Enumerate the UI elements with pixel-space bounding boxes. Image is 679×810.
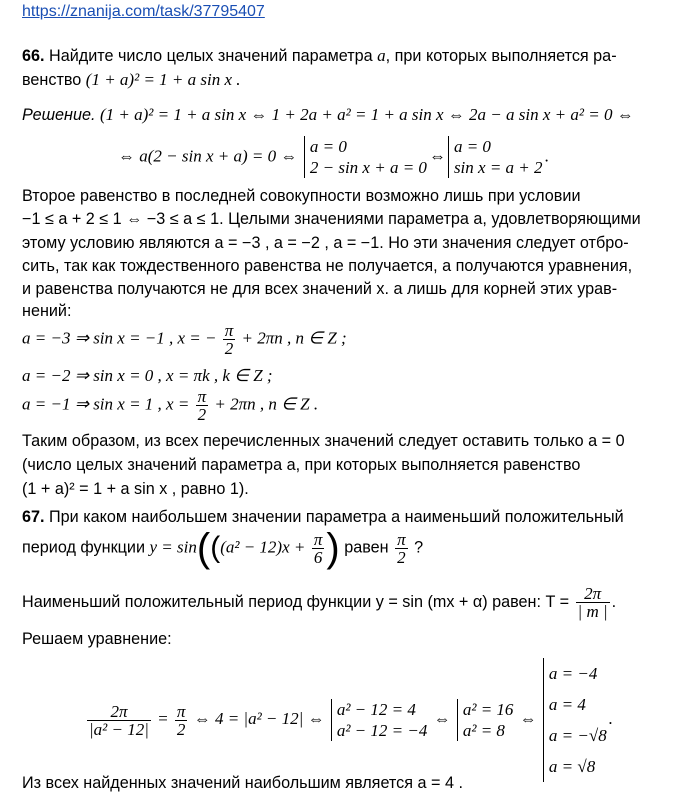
system-2	[448, 136, 543, 178]
case-3	[22, 388, 318, 423]
fraction-num: π	[397, 529, 406, 549]
paragraph-line: сить, так как тождественного равенства не получается, а получаются уравнения,	[22, 257, 633, 275]
problem-67-number: 67.	[22, 508, 45, 526]
paragraph-line: −1 ≤ a + 2 ≤ 1 ⇔ −3 ≤ a ≤ 1. Целыми значениями параметра a, удовлетворяющими	[22, 210, 641, 228]
system-a-row: a² − 12 = −4	[336, 721, 428, 740]
fraction-den: | m |	[577, 602, 608, 621]
system-1-row: 2 − sin x + a = 0	[309, 158, 427, 177]
period: .	[611, 592, 617, 611]
solution-equation-67: $\frac{2\pi}{\text{|a² − 12|}}$ = $\frac{\pi}{2}$ ⇔ 4 = |a² − 12| ⇔ a² − 12 = 4 a² − 12 = −4 ⇔ a² = 16 a² = 8 ⇔ a = −4 a = 4 a = −√8 a = √8 .	[85, 658, 613, 782]
problem-67-text-b: период функции	[22, 538, 146, 557]
final-answer: Из всех найденных значений наибольшим является a = 4 .	[22, 774, 463, 792]
fraction-num: π	[197, 387, 207, 406]
system-c-row: a = −√8	[548, 726, 607, 745]
fraction-den: 2	[395, 548, 408, 566]
system-c	[543, 658, 607, 782]
fraction-num: π	[313, 529, 323, 549]
fraction-num: π	[176, 701, 186, 721]
fraction-pi-2	[395, 531, 408, 566]
equation-1: (1 + a)² = 1 + a sin x .	[85, 70, 241, 89]
fraction-den: 6	[312, 548, 325, 566]
case-3-b: + 2πn , n ∈ Z .	[214, 394, 319, 414]
question-mark: ?	[414, 538, 424, 557]
fraction-den: |a² − 12|	[89, 719, 149, 739]
function-start: y = sin	[149, 537, 197, 557]
factorized-equation: ⇔ a(2 − sin x + a) = 0 ⇔	[118, 146, 298, 166]
equation-mid: ⇔ 4 = |a² − 12| ⇔	[193, 708, 325, 728]
equiv-arrow: ⇔	[519, 708, 537, 728]
equals-text: равен	[344, 538, 389, 557]
case-1	[22, 322, 347, 357]
case-3-a: a = −1 ⇒ sin x = 1 , x =	[22, 394, 190, 414]
problem-67-line1	[22, 508, 624, 527]
problem-66-line1	[22, 46, 617, 66]
function-mid: (a² − 12)x +	[220, 537, 306, 557]
system-c-row: a = 4	[548, 695, 586, 714]
paragraph-line: Второе равенство в последней совокупности возможно лишь при условии	[22, 187, 581, 205]
problem-66-line2	[22, 70, 241, 90]
conclusion-line: (число целых значений параметра a, при которых выполняется равенство	[22, 456, 581, 474]
fraction-pi-2	[175, 703, 188, 738]
problem-66-text-b: , при которых выполняется ра-	[385, 47, 617, 65]
period-text: Наименьший положительный период функции y = sin (mx + α) равен: T =	[22, 592, 570, 611]
source-link[interactable]: https://znanija.com/task/37795407	[22, 3, 265, 20]
system-a	[331, 699, 428, 741]
fraction-den: 2	[196, 405, 209, 423]
system-2-row: a = 0	[453, 137, 491, 156]
conclusion-line: (1 + a)² = 1 + a sin x , равно 1).	[22, 480, 249, 498]
case-1-a: a = −3 ⇒ sin x = −1 , x = −	[22, 328, 217, 348]
period: .	[608, 708, 613, 728]
fraction-den: 2	[175, 720, 188, 738]
case-2: a = −2 ⇒ sin x = 0 , x = πk , k ∈ Z ;	[22, 366, 273, 385]
system-b-row: a² = 16	[462, 700, 514, 719]
problem-67-text-a: При каком наибольшем значении параметра a наименьший положительный	[49, 508, 624, 526]
fraction-num: π	[224, 321, 234, 340]
paragraph-line: и равенства получаются не для всех значений x. а лишь для корней этих урав-	[22, 280, 618, 298]
equiv-arrow: ⇔	[428, 146, 446, 166]
system-1-row: a = 0	[309, 137, 347, 156]
fraction-den: 2	[223, 339, 236, 357]
paren-close: )	[326, 526, 340, 570]
system-c-row: a = √8	[548, 757, 596, 776]
period-line	[22, 585, 616, 620]
equiv-arrow: ⇔	[433, 708, 451, 728]
fraction-period	[576, 585, 610, 620]
solve-label: Решаем уравнение:	[22, 630, 172, 648]
paragraph-line: этому условию являются a = −3 , a = −2 , a = −1. Но эти значения следует отбро-	[22, 234, 629, 252]
fraction-num: 2π	[584, 584, 602, 603]
solution-label: Решение.	[22, 106, 96, 124]
problem-66-number: 66.	[22, 47, 45, 65]
source-link-line	[22, 2, 265, 21]
problem-66-text-c: венство	[22, 71, 82, 89]
problem-66-text-a: Найдите число целых значений параметра	[49, 47, 373, 65]
fraction-pi-2	[196, 388, 209, 423]
system-2-row: sin x = a + 2	[453, 158, 543, 177]
conclusion-line: Таким образом, из всех перечисленных значений следует оставить только a = 0	[22, 432, 625, 450]
solution-equation: (1 + a)² = 1 + a sin x ⇔ 1 + 2a + a² = 1 + a sin x ⇔ 2a − a sin x + a² = 0 ⇔	[99, 105, 634, 124]
problem-67-line2	[22, 528, 423, 568]
paren-open: (	[210, 531, 221, 564]
fraction-pi-6	[312, 531, 325, 566]
fraction-num: 2π	[110, 701, 128, 721]
system-c-row: a = −4	[548, 664, 598, 683]
param-a: a	[377, 46, 386, 65]
solution-line	[22, 105, 634, 125]
case-1-b: + 2πn , n ∈ Z ;	[241, 328, 347, 348]
system-1	[304, 136, 427, 178]
period: .	[544, 146, 549, 166]
system-b-row: a² = 8	[462, 721, 505, 740]
system-a-row: a² − 12 = 4	[336, 700, 416, 719]
paren-open: (	[196, 526, 211, 570]
system-b	[457, 699, 514, 741]
fraction-pi-2	[223, 322, 236, 357]
fraction-main	[87, 703, 151, 738]
solution-line-2	[118, 136, 549, 178]
paragraph-line: нений:	[22, 302, 72, 320]
